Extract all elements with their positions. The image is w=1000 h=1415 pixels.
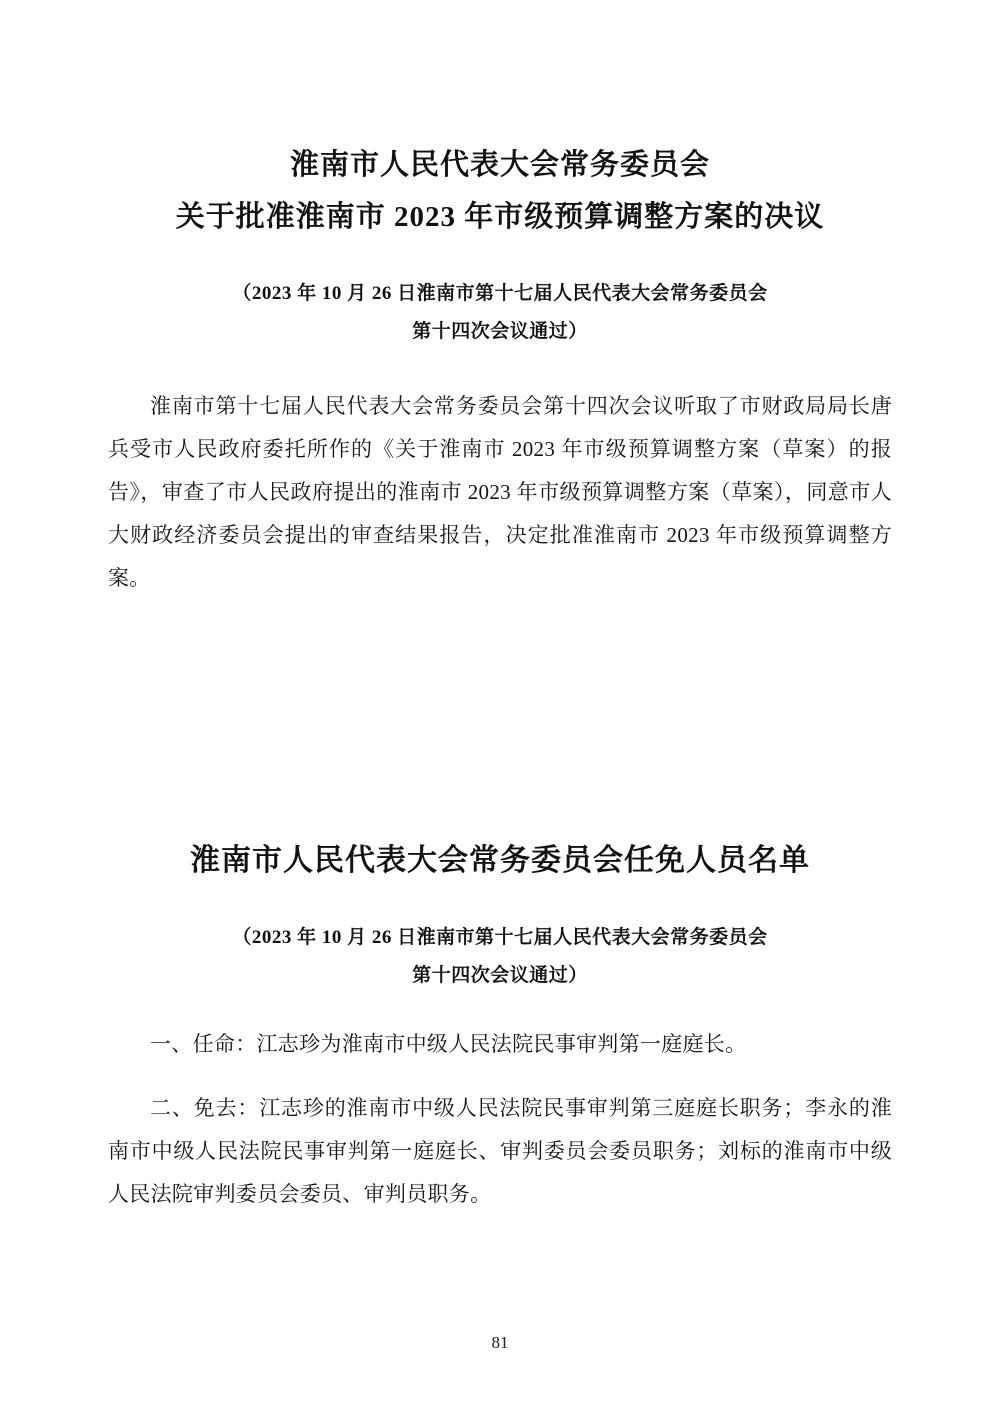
appointment-subtitle-line-1: （2023 年 10 月 26 日淮南市第十七届人民代表大会常务委员会 [232,926,768,948]
resolution-subtitle [108,275,892,351]
resolution-subtitle-line-1: （2023 年 10 月 26 日淮南市第十七届人民代表大会常务委员会 [232,283,768,305]
resolution-subtitle-line-2: 第十四次会议通过） [412,321,588,343]
appointment-subtitle [108,919,892,995]
list-item: 一、任命：江志珍为淮南市中级人民法院民事审判第一庭庭长。 [150,1031,747,1056]
resolution-title [108,139,892,243]
appointment-section [108,837,892,1216]
resolution-title-line-2: 关于批准淮南市 2023 年市级预算调整方案的决议 [175,201,825,234]
list-item: 二、免去：江志珍的淮南市中级人民法院民事审判第三庭庭长职务；李永的淮南市中级人民法院民事审判第一庭庭长、审判委员会委员职务；刘标的淮南市中级人民法院审判委员会委员、审判员职务。 [108,1095,892,1206]
appointment-subtitle-line-2: 第十四次会议通过） [412,964,588,986]
section-divider-space [108,621,892,816]
resolution-section [108,139,892,600]
page-number: 81 [491,1333,509,1352]
appointment-title: 淮南市人民代表大会常务委员会任免人员名单 [190,843,810,877]
resolution-body-paragraph: 淮南市第十七届人民代表大会常务委员会第十四次会议听取了市财政局局长唐兵受市人民政府委托所作的《关于淮南市 2023 年市级预算调整方案（草案）的报告》，审查了市人民政府提出的淮南市 2023 年市级预算调整方案（草案），同意市人大财政经济委员会提出的审查结果报告，决定批准淮南市 2023 年市级预算调整方案。 [108,394,892,591]
appointment-list [108,1023,892,1216]
resolution-title-line-1: 淮南市人民代表大会常务委员会 [289,149,710,182]
